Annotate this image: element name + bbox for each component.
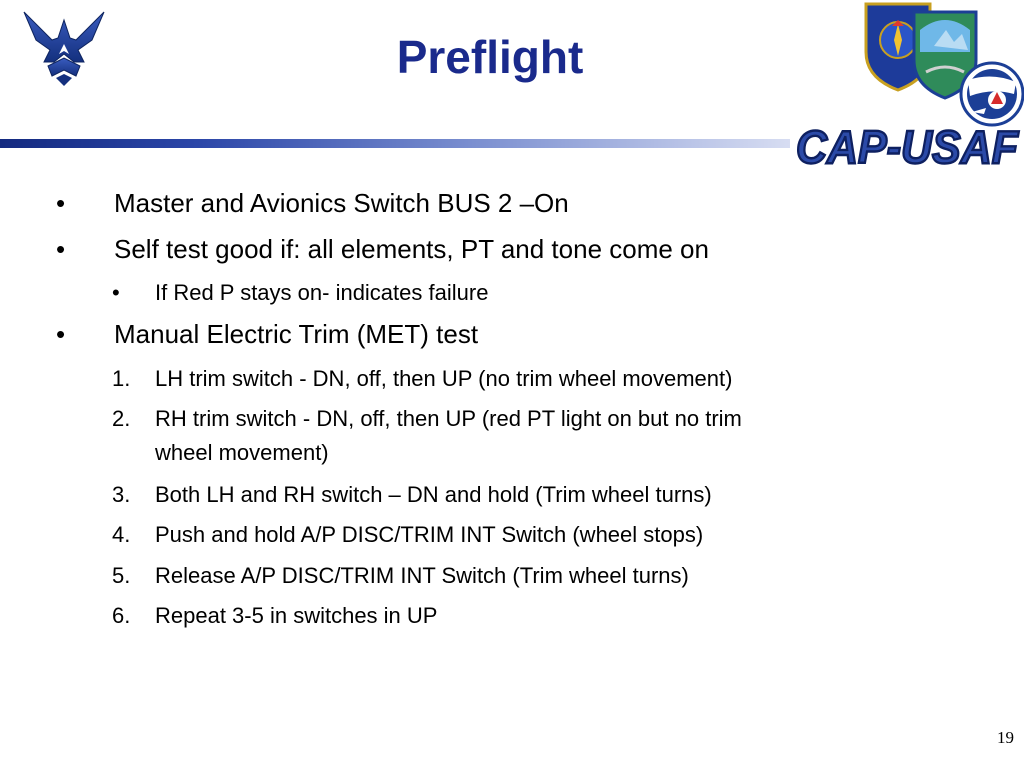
bullet-text: Self test good if: all elements, PT and tone come on bbox=[114, 234, 709, 264]
header-divider-bar bbox=[0, 139, 790, 148]
sub-bullet-text: If Red P stays on- indicates failure bbox=[155, 280, 489, 305]
cap-usaf-logo bbox=[790, 117, 1024, 173]
bullet-text: Manual Electric Trim (MET) test bbox=[114, 319, 479, 349]
step-number: 6. bbox=[112, 603, 131, 628]
step-number: 5. bbox=[112, 563, 131, 588]
page-number: 19 bbox=[997, 728, 1014, 747]
slide-title: Preflight bbox=[396, 31, 584, 83]
step-text: Repeat 3-5 in switches in UP bbox=[155, 603, 438, 628]
step-number: 3. bbox=[112, 482, 131, 507]
cap-usaf-logo-text: CAP-USAF bbox=[796, 121, 1020, 173]
step-number: 4. bbox=[112, 522, 131, 547]
step-text: LH trim switch - DN, off, then UP (no trim wheel movement) bbox=[155, 366, 733, 391]
bullet-marker: • bbox=[56, 319, 66, 349]
sub-bullet-marker: • bbox=[112, 280, 120, 305]
bullet-text: Master and Avionics Switch BUS 2 –On bbox=[114, 188, 569, 218]
step-number: 1. bbox=[112, 366, 131, 391]
bullet-marker: • bbox=[56, 234, 66, 264]
step-text: Release A/P DISC/TRIM INT Switch (Trim wheel turns) bbox=[155, 563, 689, 588]
unit-crests-emblem bbox=[864, 0, 1024, 135]
bullet-marker: • bbox=[56, 188, 66, 218]
step-text: Push and hold A/P DISC/TRIM INT Switch (wheel stops) bbox=[155, 522, 704, 547]
step-number: 2. bbox=[112, 406, 131, 431]
step-text: wheel movement) bbox=[155, 440, 329, 465]
step-text: RH trim switch - DN, off, then UP (red PT light on but no trim bbox=[155, 406, 742, 431]
step-text: Both LH and RH switch – DN and hold (Trim wheel turns) bbox=[155, 482, 712, 507]
